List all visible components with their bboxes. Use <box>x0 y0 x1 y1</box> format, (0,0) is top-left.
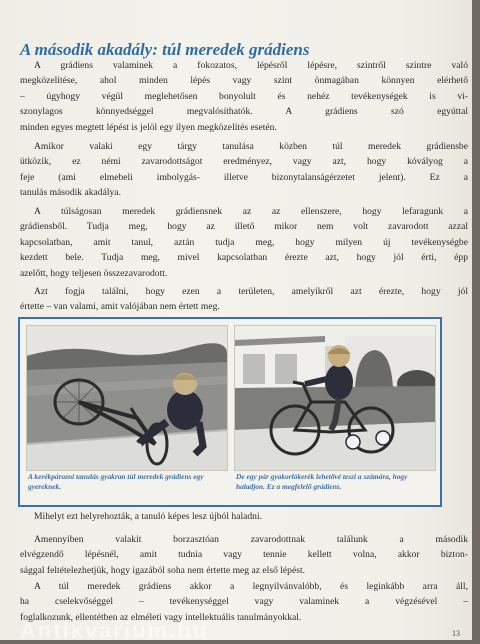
paragraph-1 <box>20 58 468 135</box>
photo-caption-right: De egy pár gyakorlókerék lehetővé teszi a számára, hogy haladjon. Ez a megfelelő grádiens. <box>236 472 408 491</box>
paragraph-2 <box>20 139 468 201</box>
text-line: ha cselekvőséggel – tevékenységgel vagy valaminek a végzésével – <box>20 596 468 608</box>
paragraph-4 <box>20 284 468 315</box>
text-line: Mihelyt ezt helyrehozták, a tanuló képes lesz újból haladni. <box>34 511 263 522</box>
paragraph-5 <box>20 509 468 524</box>
section-heading: A második akadály: túl meredek grádiens <box>20 40 310 59</box>
paragraph-3 <box>20 204 468 281</box>
text-line: megközelítése, ahol minden lépés vagy szint önmagában könnyen elérhető <box>20 75 468 87</box>
text-line: Azt fogja találni, hogy ezen a területen, amelyikről azt érezte, hogy jól <box>34 286 468 297</box>
child-training-wheels-photo <box>234 325 436 471</box>
text-line: szonylagos könnyedséggel megvalósíthatók. A grádiens szó egyúttal <box>20 106 468 118</box>
text-line: elvégzendő lépésnél, amit tudnia vagy tennie kellett volna, akkor bizton- <box>20 549 468 561</box>
text-line: értette – van valami, amit valójában nem értett meg. <box>20 301 220 313</box>
text-line: ütközik, ez némi zavarodottságot eredményez, vagy azt, hogy kóvályog a <box>20 156 468 168</box>
text-line: Amennyiben valakit borzasztóan zavarodottnak találunk a második <box>34 534 468 545</box>
text-line: sággal feltételezhetjük, hogy igazából soha nem értette meg az első lépést. <box>20 564 306 576</box>
text-line: azelőtt, hogy teljesen összezavarodott. <box>20 267 168 279</box>
text-line: tanulás második akadálya. <box>20 187 121 199</box>
text-line: grádiensből. Tudja meg, hogy az illető mikor nem volt zavarodott azzal <box>20 221 468 233</box>
photo-panel <box>18 317 442 507</box>
text-line: A túl meredek grádiens akkor a legnyilvánvalóbb, és leginkább arra áll, <box>34 581 468 592</box>
text-line: Amikor valaki egy tárgy tanulása közben túl meredek grádiensbe <box>34 141 468 152</box>
text-line: kezdett bele. Tudja meg, mivel kapcsolatban érezte azt, hogy jól érti, épp <box>20 252 468 264</box>
text-line: kapcsolatban, amit tanul, aztán tudja meg, hogy milyen új tevékenységbe <box>20 236 468 248</box>
text-line: minden egyes megtett lépést is jelöl egy ilyen megközelítés esetén. <box>20 121 277 133</box>
text-line: foglalkozunk, ellentétben az elméleti vagy intellektuális tanulmányokkal. <box>20 611 302 623</box>
text-line: A grádiens valaminek a fokozatos, lépésről lépésre, szintről szintre való <box>34 60 468 71</box>
paragraph-6 <box>20 532 468 578</box>
text-line: – úgyhogy végül meglehetősen bonyolult és nehéz tevékenységek is vi- <box>20 90 468 102</box>
watermark: Antikvarium.hu <box>20 618 209 643</box>
text-line: A túlságosan meredek grádiensnek az az ellenszere, hogy lefaragunk a <box>34 206 468 217</box>
photo-caption-left: A kerékpározni tanulás gyakran túl meredek grádiens egy gyereknek. <box>28 472 204 491</box>
text-line: feje (ami elmebeli imbolygás- illetve bizonytalanságérzetet jelent). Ez a <box>20 171 468 183</box>
fallen-child-bicycle-photo <box>26 325 228 471</box>
page-number: 13 <box>452 629 460 638</box>
